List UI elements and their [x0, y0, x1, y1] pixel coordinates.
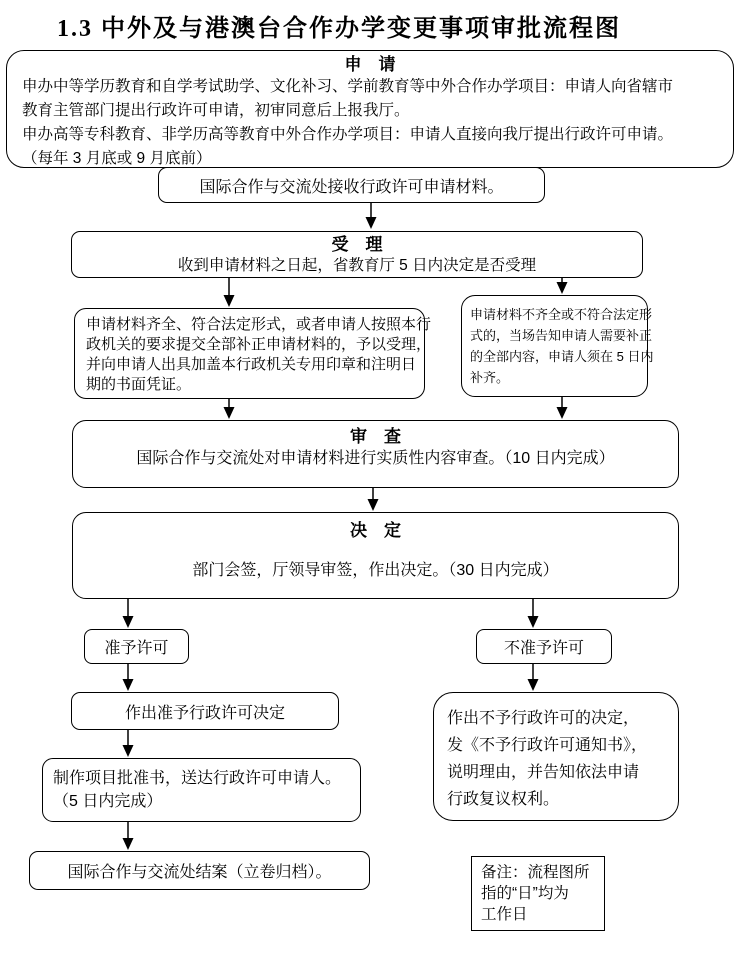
close-case-text: 国际合作与交流处结案（立卷归档）。 — [67, 864, 332, 881]
decision-box-text: 部门会签，厅领导审签，作出决定。（30 日内完成） — [192, 562, 559, 579]
arrow-incomplete-to-review — [557, 397, 568, 419]
arrow-decide-to-approve — [123, 599, 134, 628]
acceptance-box-text: 收到申请材料之日起，省教育厅 5 日内决定是否受理 — [177, 257, 537, 274]
page-title: 1.3 中外及与港澳台合作办学变更事项审批流程图 — [57, 16, 621, 42]
make-approval-doc-box — [42, 758, 361, 822]
receive-materials-text: 国际合作与交流处接收行政许可申请材料。 — [199, 178, 504, 196]
decision-box-title: 决 定 — [350, 521, 401, 540]
materials-complete-box — [74, 308, 432, 399]
decision-box — [72, 512, 679, 599]
close-case-box — [29, 851, 370, 890]
acceptance-box-title: 受 理 — [331, 235, 383, 254]
arrow-deny-to-deny-decision — [528, 664, 539, 691]
apply-box-title: 申 请 — [344, 55, 396, 74]
approve-license-box — [84, 629, 189, 664]
deny-license-box — [476, 629, 612, 664]
arrow-decide-to-deny — [528, 599, 539, 628]
deny-decision-text: 作出不予行政许可的决定， 发《不予行政许可通知书》， 说明理由，并告知依法申请 行政复议权利。 — [447, 710, 648, 808]
arrow-receive-to-accept — [366, 203, 377, 229]
materials-incomplete-box — [461, 295, 654, 397]
note-text: 备注：流程图所 指的“日”均为 工作日 — [481, 864, 590, 923]
arrow-make-approval-to-close — [123, 822, 134, 850]
arrow-approve-decision-to-make-approval — [123, 730, 134, 757]
deny-decision-box — [433, 692, 679, 821]
note-box — [471, 856, 605, 931]
materials-incomplete-text: 申请材料不齐全或不符合法定形 式的，当场告知申请人需要补正 的全部内容，申请人须在 5 日内 补齐。 — [470, 307, 654, 385]
approve-decision-box — [71, 692, 339, 730]
make-approval-doc-text: 制作项目批准书，送达行政许可申请人。 （5 日内完成） — [53, 770, 342, 810]
materials-complete-text: 申请材料齐全、符合法定形式，或者申请人按照本行 政机关的要求提交全部补正申请材料的，予以受理， 并向申请人出具加盖本行政机关专用印章和注明日 期的书面凭证。 — [86, 316, 432, 393]
deny-license-text: 不准予许可 — [503, 640, 584, 657]
review-box-text: 国际合作与交流处对申请材料进行实质性内容审查。（10 日内完成） — [136, 450, 615, 467]
apply-box — [6, 50, 734, 168]
review-box — [72, 420, 679, 488]
arrow-accept-to-complete — [224, 278, 235, 307]
arrow-complete-to-review — [224, 399, 235, 419]
apply-box-text: 申办中等学历教育和自学考试助学、文化补习、学前教育等中外合作办学项目：申请人向省辖市 教育主管部门提出行政许可申请，初审同意后上报我厅。 申办高等专科教育、非学历高等教育中外合作办学项目：申请人直接向我厅提出行政许可申请。 （每年 3 月底或 9 月底前） — [22, 78, 674, 167]
arrow-review-to-decide — [368, 488, 379, 511]
arrow-accept-to-incomplete — [557, 278, 568, 294]
arrow-approve-to-approve-decision — [123, 664, 134, 691]
receive-materials-box — [158, 167, 545, 203]
approve-decision-text: 作出准予行政许可决定 — [124, 704, 285, 722]
acceptance-box — [71, 231, 643, 278]
approve-license-text: 准予许可 — [104, 640, 169, 657]
review-box-title: 审 查 — [350, 427, 401, 446]
